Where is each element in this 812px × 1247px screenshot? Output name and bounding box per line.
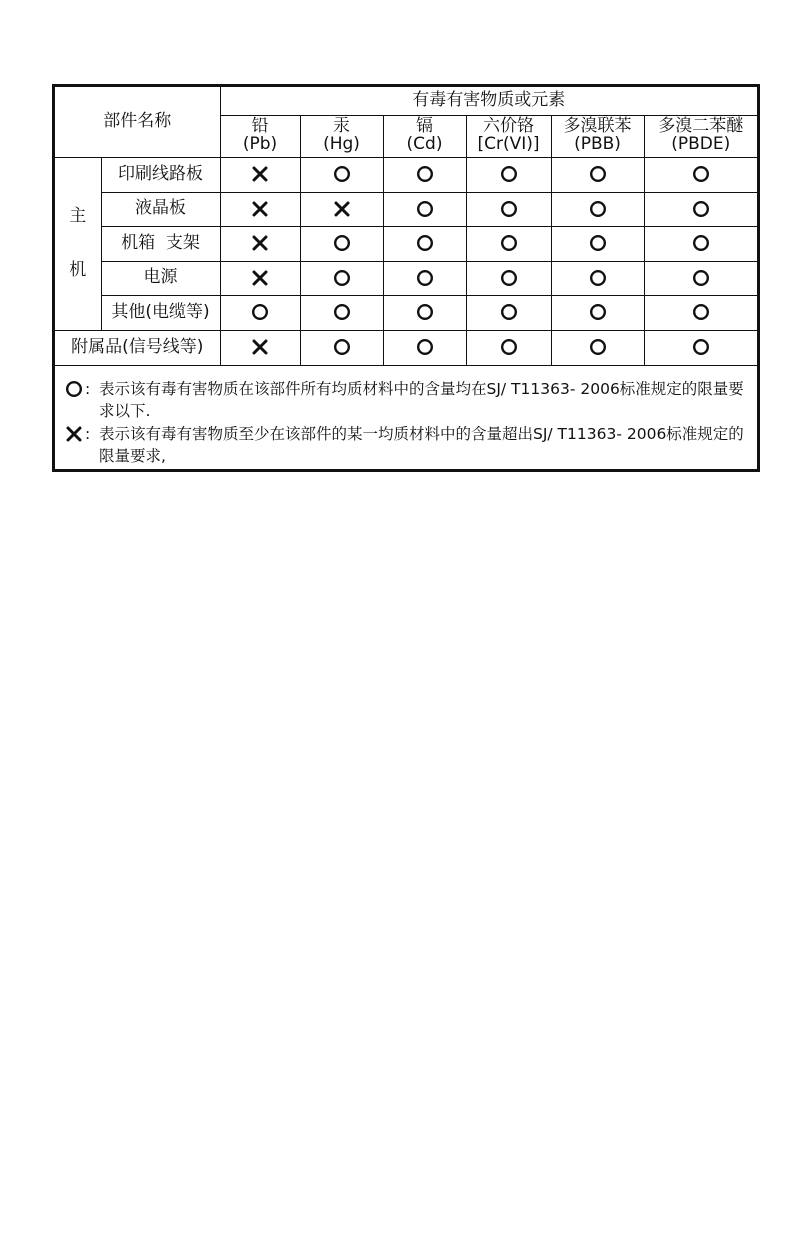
substance-header-1	[220, 115, 300, 157]
circle-icon	[333, 303, 351, 321]
part-name: 其他(电缆等)	[101, 295, 220, 330]
circle-icon	[692, 234, 710, 252]
circle-note	[63, 378, 749, 422]
legend-notes	[55, 372, 757, 468]
main-unit-label	[55, 157, 101, 330]
mark-cell-5	[551, 330, 644, 365]
substance-symbol: (Hg)	[323, 134, 360, 154]
mark-cell-5	[551, 261, 644, 295]
part-name: 液晶板	[101, 192, 220, 226]
mark-cell-3	[383, 192, 466, 226]
table-row	[55, 226, 757, 261]
circle-icon	[416, 165, 434, 183]
mark-cell-1	[220, 295, 300, 330]
substance-name: 六价铬	[483, 116, 534, 137]
substance-symbol: (Cd)	[406, 134, 443, 154]
main-unit-char: 主	[69, 205, 87, 226]
table-row-accessory	[55, 330, 757, 365]
substance-symbol: [Cr(VI)]	[477, 134, 540, 154]
substance-name: 镉	[416, 116, 433, 137]
mark-cell-6	[644, 295, 757, 330]
circle-icon	[692, 269, 710, 287]
circle-icon	[589, 234, 607, 252]
mark-cell-2	[300, 192, 383, 226]
mark-cell-5	[551, 295, 644, 330]
circle-icon	[692, 165, 710, 183]
mark-cell-2	[300, 261, 383, 295]
note-colon: :	[85, 380, 91, 398]
mark-cell-5	[551, 226, 644, 261]
part-name: 电源	[101, 261, 220, 295]
substance-header-6	[644, 115, 757, 157]
circle-icon	[589, 269, 607, 287]
cross-icon	[251, 269, 269, 287]
substance-header-4	[466, 115, 551, 157]
main-unit-char: 机	[69, 259, 87, 280]
substance-name: 铅	[251, 116, 269, 137]
circle-icon	[416, 269, 434, 287]
substance-symbol: (PBB)	[574, 134, 621, 154]
note-colon: :	[85, 425, 91, 443]
mark-cell-3	[383, 226, 466, 261]
cross-note-text: 表示该有毒有害物质至少在该部件的某一均质材料中的含量超出SJ/ T11363- 2006标准规定的限量要求,	[99, 425, 744, 465]
circle-icon	[416, 303, 434, 321]
cross-icon	[251, 200, 269, 218]
mark-cell-4	[466, 330, 551, 365]
cross-icon	[63, 423, 85, 445]
circle-icon	[333, 234, 351, 252]
circle-icon	[251, 303, 269, 321]
mark-cell-3	[383, 330, 466, 365]
cross-icon	[251, 234, 269, 252]
circle-icon	[589, 303, 607, 321]
mark-cell-2	[300, 330, 383, 365]
circle-icon	[692, 200, 710, 218]
part-name: 印刷线路板	[101, 157, 220, 192]
part-name-header: 部件名称	[55, 87, 220, 157]
table-row	[55, 157, 757, 192]
mark-cell-6	[644, 226, 757, 261]
circle-icon	[500, 338, 518, 356]
circle-icon	[500, 303, 518, 321]
circle-icon	[500, 269, 518, 287]
mark-cell-4	[466, 295, 551, 330]
mark-cell-3	[383, 295, 466, 330]
circle-icon	[416, 200, 434, 218]
hazardous-substances-table-box	[52, 84, 760, 472]
mark-cell-6	[644, 192, 757, 226]
substance-symbol: (PBDE)	[671, 134, 731, 154]
circle-icon	[500, 200, 518, 218]
circle-icon	[416, 234, 434, 252]
circle-icon	[333, 338, 351, 356]
table-row	[55, 192, 757, 226]
hazardous-substances-table	[55, 87, 757, 366]
substance-name: 汞	[333, 116, 350, 137]
mark-cell-1	[220, 261, 300, 295]
mark-cell-2	[300, 157, 383, 192]
circle-icon	[589, 165, 607, 183]
cross-note	[63, 423, 749, 467]
substance-name: 多溴联苯	[563, 116, 632, 137]
substance-header-5	[551, 115, 644, 157]
circle-icon	[692, 338, 710, 356]
mark-cell-1	[220, 330, 300, 365]
mark-cell-6	[644, 330, 757, 365]
mark-cell-2	[300, 295, 383, 330]
mark-cell-4	[466, 192, 551, 226]
cross-icon	[251, 165, 269, 183]
mark-cell-6	[644, 157, 757, 192]
circle-icon	[333, 269, 351, 287]
mark-cell-6	[644, 261, 757, 295]
cross-icon	[333, 200, 351, 218]
part-name: 机箱 支架	[101, 226, 220, 261]
mark-cell-1	[220, 192, 300, 226]
circle-icon	[500, 234, 518, 252]
circle-icon	[500, 165, 518, 183]
substances-header: 有毒有害物质或元素	[220, 87, 757, 115]
mark-cell-5	[551, 157, 644, 192]
substance-header-3	[383, 115, 466, 157]
circle-note-text: 表示该有毒有害物质在该部件所有均质材料中的含量均在SJ/ T11363- 2006标准规定的限量要求以下.	[99, 380, 744, 420]
circle-icon	[589, 338, 607, 356]
cross-icon	[251, 338, 269, 356]
mark-cell-2	[300, 226, 383, 261]
circle-icon	[589, 200, 607, 218]
circle-icon	[416, 338, 434, 356]
mark-cell-4	[466, 261, 551, 295]
substance-name: 多溴二苯醚	[658, 116, 744, 137]
table-row	[55, 261, 757, 295]
mark-cell-3	[383, 157, 466, 192]
circle-icon	[333, 165, 351, 183]
circle-icon	[692, 303, 710, 321]
mark-cell-4	[466, 226, 551, 261]
substance-symbol: (Pb)	[242, 134, 278, 154]
mark-cell-4	[466, 157, 551, 192]
mark-cell-5	[551, 192, 644, 226]
accessory-part-name: 附属品(信号线等)	[55, 330, 220, 365]
mark-cell-1	[220, 157, 300, 192]
substance-header-2	[300, 115, 383, 157]
circle-icon	[63, 378, 85, 400]
table-row	[55, 295, 757, 330]
mark-cell-1	[220, 226, 300, 261]
mark-cell-3	[383, 261, 466, 295]
